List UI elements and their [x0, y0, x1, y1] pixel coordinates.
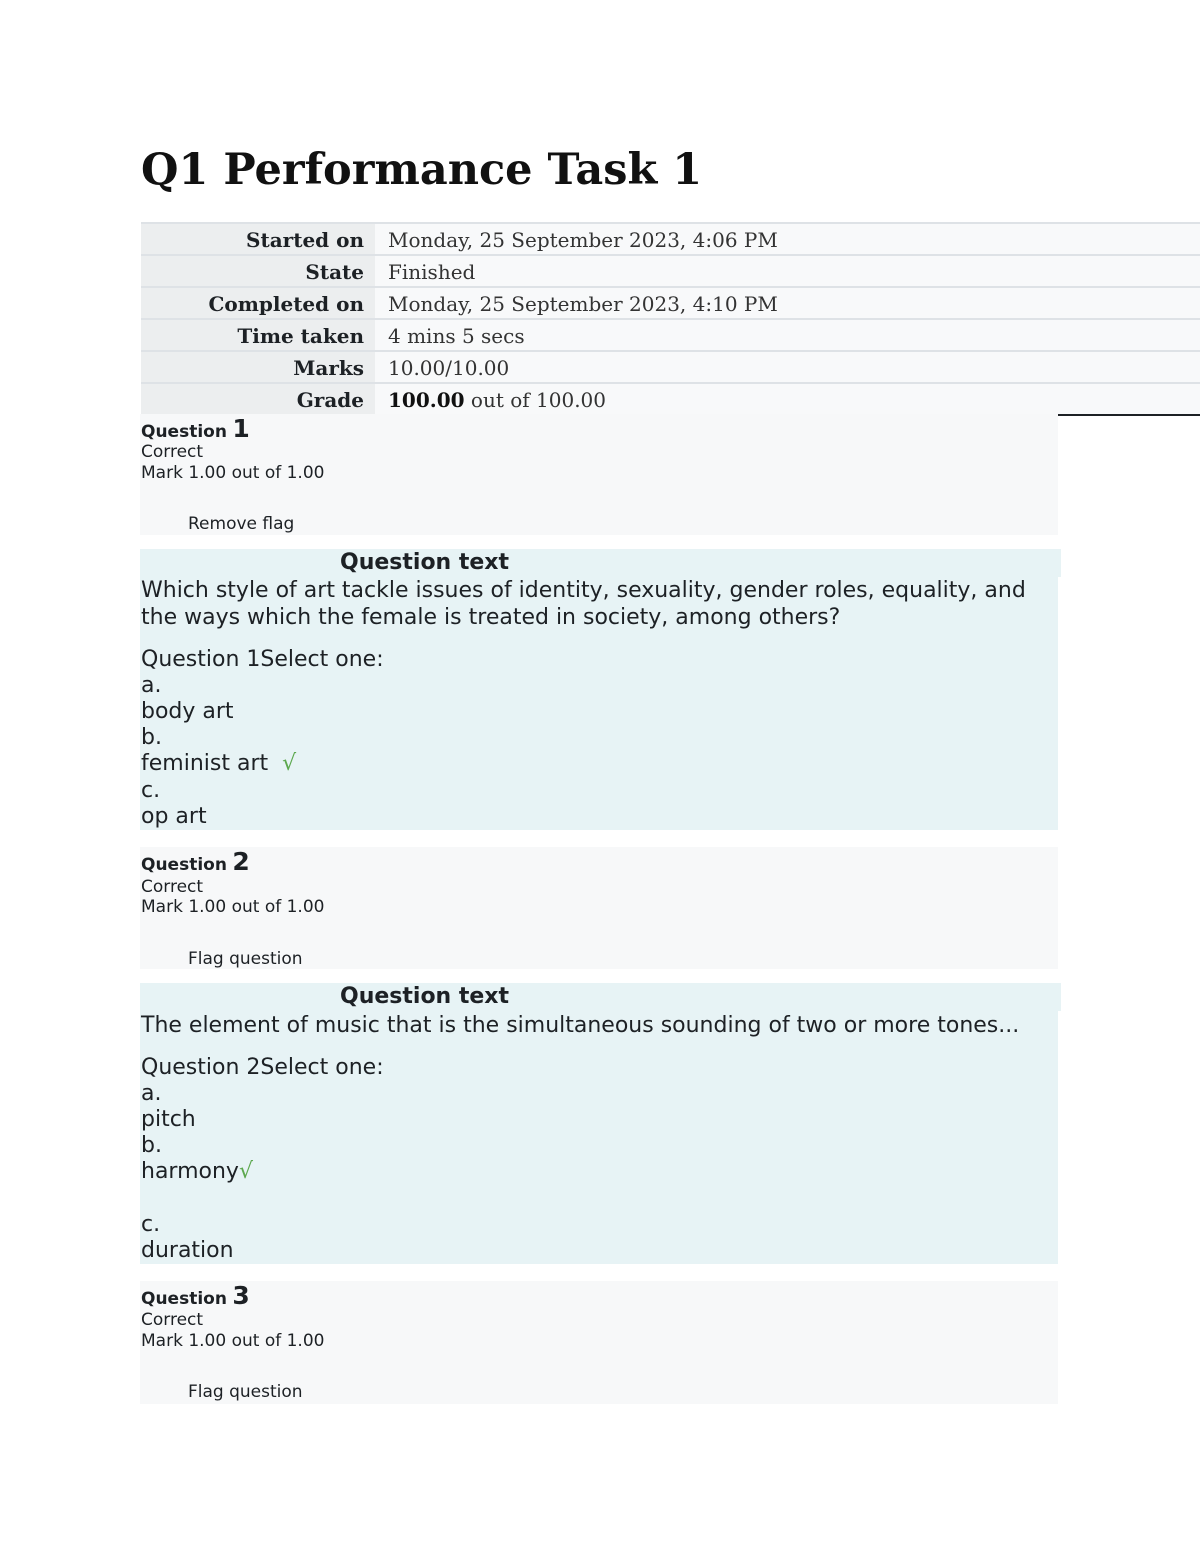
question-number — [141, 1281, 250, 1310]
answer-option-c[interactable]: op art — [141, 804, 207, 829]
question-state: Correct — [141, 442, 204, 462]
question-mark: Mark 1.00 out of 1.00 — [141, 897, 325, 917]
remove-flag-button[interactable]: Remove flag — [188, 514, 295, 534]
correct-check-icon: √ — [282, 751, 297, 776]
summary-value: Finished — [375, 256, 1200, 286]
summary-row-grade — [141, 384, 1200, 416]
question-3-info — [140, 1281, 1058, 1404]
grade-value: 100.00 — [388, 388, 465, 412]
question-text: Which style of art tackle issues of identity, sexuality, gender roles, equality, and — [141, 578, 1026, 603]
option-letter: a. — [141, 1081, 162, 1106]
question-state: Correct — [141, 877, 204, 897]
question-text-heading: Question text — [340, 550, 510, 575]
question-state: Correct — [141, 1310, 204, 1330]
question-number-value: 1 — [232, 414, 250, 443]
question-2-info — [140, 847, 1058, 969]
flag-question-button[interactable]: Flag question — [188, 1382, 303, 1402]
question-word: Question — [141, 855, 227, 875]
answer-option-b[interactable] — [141, 751, 296, 776]
question-2-content — [140, 983, 1058, 1264]
question-number — [141, 414, 250, 443]
question-prompt: Question 2Select one: — [141, 1055, 384, 1080]
answer-option-a[interactable]: body art — [141, 699, 234, 724]
answer-option-c[interactable]: duration — [141, 1238, 234, 1263]
summary-label: Started on — [141, 224, 375, 254]
summary-label: Grade — [141, 384, 375, 414]
correct-check-icon: √ — [238, 1159, 253, 1184]
summary-value: Monday, 25 September 2023, 4:06 PM — [375, 224, 1200, 254]
question-word: Question — [141, 422, 227, 442]
question-number — [141, 847, 250, 876]
option-text: feminist art — [141, 751, 269, 776]
question-1-info — [140, 414, 1058, 535]
option-letter: a. — [141, 673, 162, 698]
option-text: harmony — [141, 1159, 239, 1184]
question-number-value: 3 — [232, 1281, 250, 1310]
question-mark: Mark 1.00 out of 1.00 — [141, 1331, 325, 1351]
question-mark: Mark 1.00 out of 1.00 — [141, 463, 325, 483]
question-text: The element of music that is the simultaneous sounding of two or more tones... — [141, 1013, 1020, 1038]
question-text-strip — [140, 549, 1061, 577]
flag-question-button[interactable]: Flag question — [188, 949, 303, 969]
summary-label: Marks — [141, 352, 375, 382]
summary-label: Completed on — [141, 288, 375, 318]
option-letter: b. — [141, 725, 162, 750]
question-word: Question — [141, 1289, 227, 1309]
option-letter: c. — [141, 1212, 161, 1237]
summary-row-state — [141, 256, 1200, 288]
summary-value: 4 mins 5 secs — [375, 320, 1200, 350]
question-number-value: 2 — [232, 847, 250, 876]
summary-value: Monday, 25 September 2023, 4:10 PM — [375, 288, 1200, 318]
question-text-strip — [140, 983, 1061, 1011]
answer-option-b[interactable] — [141, 1159, 253, 1184]
summary-row-started — [141, 224, 1200, 256]
answer-option-a[interactable]: pitch — [141, 1107, 196, 1132]
question-text-heading: Question text — [340, 984, 510, 1009]
summary-row-completed — [141, 288, 1200, 320]
summary-row-time-taken — [141, 320, 1200, 352]
summary-label: Time taken — [141, 320, 375, 350]
question-text: the ways which the female is treated in society, among others? — [141, 605, 841, 630]
summary-value — [375, 384, 1200, 414]
question-1-content — [140, 549, 1058, 830]
summary-row-marks — [141, 352, 1200, 384]
page-title: Q1 Performance Task 1 — [141, 145, 703, 195]
question-prompt: Question 1Select one: — [141, 647, 384, 672]
option-letter: c. — [141, 778, 161, 803]
grade-out-of: out of 100.00 — [464, 388, 607, 412]
attempt-summary-table — [141, 222, 1200, 416]
summary-value: 10.00/10.00 — [375, 352, 1200, 382]
summary-label: State — [141, 256, 375, 286]
option-letter: b. — [141, 1133, 162, 1158]
